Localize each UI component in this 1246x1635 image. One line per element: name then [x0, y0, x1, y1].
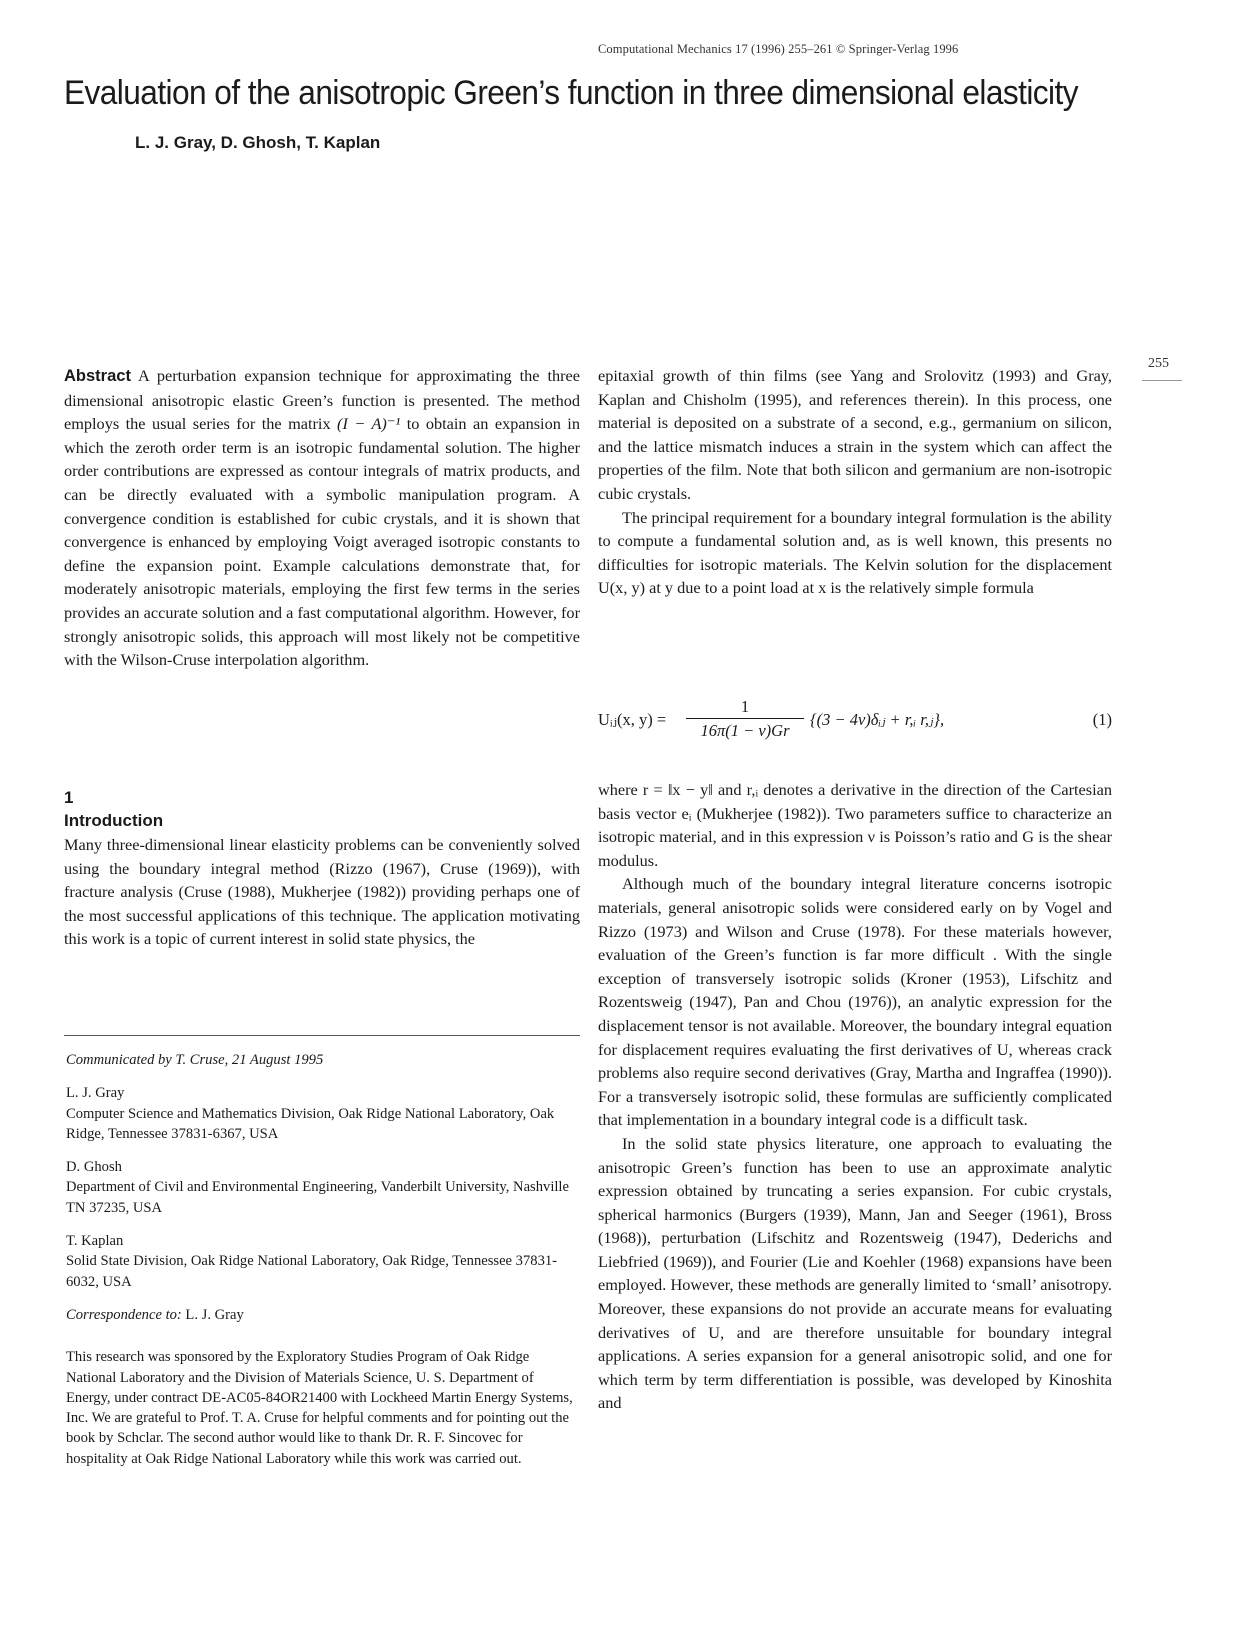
- right-column-bottom: [598, 778, 1112, 1415]
- paragraph: epitaxial growth of thin films (see Yang and Srolovitz (1993) and Gray, Kaplan and Chisholm (1995), and references therein). In this process, one material is deposited on a substrate of a second, e.g., germanium on silicon, and the lattice mismatch induces a strain in the system which can affect the properties of the film. Note that both silicon and germanium are non-isotropic cubic crystals.: [598, 366, 1112, 503]
- author-list: L. J. Gray, D. Ghosh, T. Kaplan: [135, 133, 381, 152]
- section-title: Introduction: [64, 811, 164, 830]
- correspondence-name: L. J. Gray: [181, 1306, 244, 1323]
- equation-rhs: {(3 − 4ν)δᵢⱼ + r,ᵢ r,ⱼ},: [810, 710, 945, 729]
- section-number: 1: [64, 788, 74, 807]
- equation-denominator: 16π(1 − ν)Gr: [700, 721, 790, 740]
- page-number-rule: [1142, 380, 1182, 381]
- affiliation-address: Computer Science and Mathematics Division, Oak Ridge National Laboratory, Oak Ridge, Tennessee 37831-6367, USA: [66, 1105, 555, 1142]
- paragraph: In the solid state physics literature, one approach to evaluating the anisotropic Green’s function has been to use an approximate analytic expression obtained by truncating a series expansion. For cubic crystals, spherical harmonics (Burgers (1939), Mann, Jan and Seeger (1961), Bross (1968)), perturbation (Lifschitz and Rozentsweig (1947), Dederichs and Liebfried (1969)), and Fourier (Lie and Koehler (1968) expansions have been employed. However, these methods are generally limited to ‘small’ anisotropy. Moreover, these expansions do not provide an accurate means for evaluating derivatives of U, and are therefore unsuitable for boundary integral applications. A series expansion for a general anisotropic solid, and one for which term by term differentiation is possible, was developed by Kinoshita and: [598, 1133, 1112, 1413]
- matrix-expression: (I − A)⁻¹: [337, 414, 401, 434]
- page-number: 255: [1148, 356, 1169, 371]
- affiliation-address: Solid State Division, Oak Ridge National Laboratory, Oak Ridge, Tennessee 37831-6032, USA: [66, 1253, 558, 1290]
- correspondence-label: Correspondence to:: [66, 1306, 182, 1323]
- equation-1: [598, 692, 1112, 748]
- abstract-text-2: to obtain an expansion in which the zeroth order term is an isotropic fundamental solution. The higher order contributions are expressed as contour integrals of matrix products, and can be directly evaluated with a symbolic manipulation program. A convergence condition is established for cubic crystals, and it is shown that convergence is enhanced by employing Voigt averaged isotropic constants to define the expansion point. Example calculations demonstrate that, for moderately anisotropic materials, employing the first few terms in the series provides an accurate solution and a fast computational algorithm. However, for strongly anisotropic solids, this approach will most likely not be competitive with the Wilson-Cruse interpolation algorithm.: [64, 414, 580, 670]
- correspondence-note: [66, 1305, 580, 1325]
- paragraph: where r = ‖x − y‖ and r,ᵢ denotes a derivative in the direction of the Cartesian basis vector eᵢ (Mukherjee (1982)). Two parameters suffice to characterize an isotropic material, and in this expression ν is Poisson’s ratio and G is the shear modulus.: [598, 780, 1112, 870]
- acknowledgement: This research was sponsored by the Exploratory Studies Program of Oak Ridge National Laboratory and the Division of Materials Science, U. S. Department of Energy, under contract DE-AC05-84OR21400 with Lockheed Martin Energy Systems, Inc. We are grateful to Prof. T. A. Cruse for helpful comments and for pointing out the book by Schclar. The second author would like to thank Dr. R. F. Sincovec for hospitality at Oak Ridge National Laboratory while this work was carried out.: [66, 1349, 573, 1467]
- affiliation-name: T. Kaplan: [66, 1233, 124, 1250]
- footnote-divider: [64, 1035, 580, 1036]
- communicated-note: Communicated by T. Cruse, 21 August 1995: [66, 1052, 324, 1068]
- journal-header: Computational Mechanics 17 (1996) 255–261 © Springer-Verlag 1996: [598, 42, 959, 56]
- abstract-label: Abstract: [64, 367, 131, 385]
- right-column-top: [598, 364, 1112, 600]
- affiliation-address: Department of Civil and Environmental Engineering, Vanderbilt University, Nashville TN 37235, USA: [66, 1179, 569, 1216]
- paragraph: The principal requirement for a boundary integral formulation is the ability to compute a fundamental solution and, as is well known, this presents no difficulties for isotropic materials. The Kelvin solution for the displacement U(x, y) at y due to a point load at x is the relatively simple formula: [598, 507, 1112, 598]
- abstract: [64, 364, 580, 672]
- affiliation-name: L. J. Gray: [66, 1085, 125, 1102]
- section-heading: [64, 786, 163, 832]
- footnotes: [66, 1050, 580, 1482]
- equation-numerator: 1: [686, 696, 804, 719]
- abstract-text-1: A perturbation expansion technique for approximating the three dimensional anisotropic elastic Green’s function is presented. The method employs the usual series for the matrix: [64, 366, 580, 434]
- equation-lhs: Uᵢⱼ(x, y) =: [598, 710, 667, 729]
- equation-number: (1): [1092, 710, 1112, 729]
- affiliation-name: D. Ghosh: [66, 1159, 122, 1176]
- equation-fraction: [686, 696, 804, 743]
- paper-title: Evaluation of the anisotropic Green’s function in three dimensional elasticity: [64, 74, 1079, 112]
- paragraph: Although much of the boundary integral literature concerns isotropic materials, general anisotropic solids were considered early on by Vogel and Rizzo (1973) and Wilson and Cruse (1978). For these materials however, evaluation of the Green’s function is far more difficult . With the single exception of transversely isotropic solids (Kroner (1953), Lifschitz and Rozentsweig (1947), Pan and Chou (1976)), an analytic expression for the displacement tensor is not available. Moreover, the boundary integral equation for displacement requires evaluating the first derivatives of U, whereas crack problems also require second derivatives (Gray, Martha and Ingraffea (1990)). For a transversely isotropic solid, these formulas are sufficiently complicated that implementation in a boundary integral code is a difficult task.: [598, 874, 1112, 1130]
- affiliation: [66, 1231, 580, 1292]
- introduction-paragraph: Many three-dimensional linear elasticity problems can be conveniently solved using the boundary integral method (Rizzo (1967), Cruse (1969)), with fracture analysis (Cruse (1988), Mukherjee (1982)) providing perhaps one of the most successful applications of this technique. The application motivating this work is a topic of current interest in solid state physics, the: [64, 835, 580, 949]
- affiliation: [66, 1083, 580, 1144]
- affiliation: [66, 1157, 580, 1218]
